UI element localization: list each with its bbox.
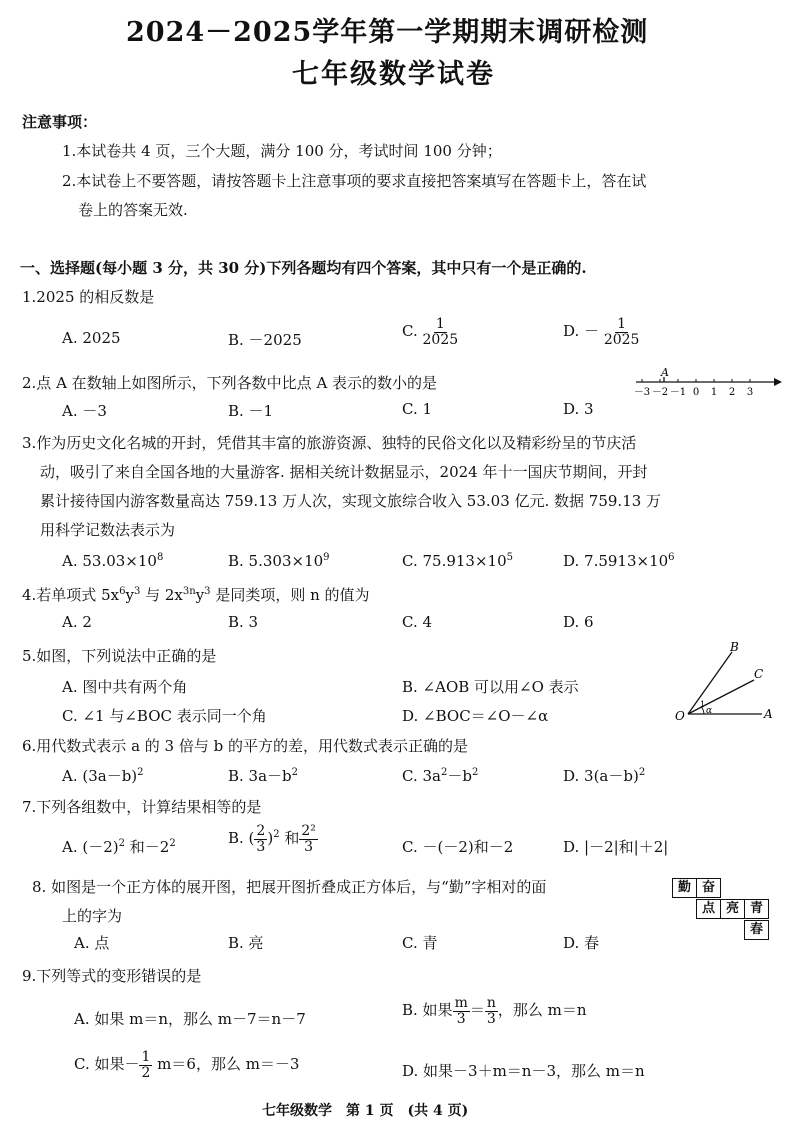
q4-option-b: B. 3	[228, 613, 259, 631]
q7-option-b-frac2	[299, 824, 318, 854]
q4-option-d: D. 6	[563, 613, 594, 631]
q9-option-c-frac-num: 1	[141, 1049, 151, 1065]
q5-option-a: A. 图中共有两个角	[62, 678, 188, 696]
q6-option-a	[62, 765, 144, 786]
q1-option-d-denominator: 2025	[603, 331, 640, 348]
q5-label-alpha: α	[706, 706, 713, 716]
q3-option-a-exp: 8	[156, 552, 164, 563]
q8-option-a: A. 点	[74, 934, 110, 952]
q4-stem-part4: y	[195, 586, 205, 604]
q3-option-c	[402, 552, 513, 570]
q1-option-c-numerator: 1	[435, 316, 445, 332]
q3-option-c-base: C. 75.913×10	[402, 552, 507, 570]
q7-option-b-close: )	[267, 829, 274, 848]
q6-option-c-exp2: 2	[471, 767, 479, 778]
q5-option-d: D. ∠BOC＝∠O－∠α	[402, 707, 549, 725]
q7-option-d: D. |－2|和|＋2|	[563, 838, 669, 856]
q6-option-c	[402, 765, 478, 786]
q6-option-d-exp: 2	[638, 767, 646, 778]
q9-option-a: A. 如果 m＝n，那么 m－7＝n－7	[74, 1010, 306, 1028]
q4-stem-exp2: 3	[133, 586, 141, 597]
q1-option-c-prefix: C.	[402, 322, 418, 341]
q2-option-b: B. －1	[228, 402, 274, 420]
q7-option-c: C. －(－2)和－2	[402, 838, 514, 856]
q9-option-b-suffix: ，那么 m＝n	[497, 1001, 587, 1020]
q6-stem: 6.用代数式表示 a 的 3 倍与 b 的平方的差，用代数式表示正确的是	[22, 737, 469, 755]
q2-option-a: A. －3	[62, 402, 107, 420]
q5-label-a: A	[764, 707, 773, 721]
q1-option-d-numerator: 1	[617, 316, 627, 332]
q3-option-d-exp: 6	[668, 552, 675, 563]
q2-point-a-label: A	[661, 366, 669, 379]
q8-option-c: C. 青	[402, 934, 438, 952]
q6-option-c-exp1: 2	[440, 767, 448, 778]
q5-label-b: B	[730, 640, 739, 654]
q4-stem-part1: 4.若单项式 5x	[22, 586, 120, 604]
q7-stem: 7.下列各组数中，计算结果相等的是	[22, 798, 262, 816]
q9-option-b-prefix: B. 如果	[402, 1001, 453, 1020]
q1-option-d	[563, 317, 639, 347]
q4-stem-exp1: 6	[119, 586, 126, 597]
q3-option-d	[563, 552, 675, 570]
q1-option-d-prefix: D. －	[563, 322, 600, 341]
q5-label-o: O	[675, 709, 685, 723]
q9-option-b-frac1-den: 3	[456, 1010, 466, 1027]
q8-option-d: D. 春	[563, 934, 600, 952]
q5-option-b: B. ∠AOB 可以用∠O 表示	[402, 678, 579, 696]
q9-option-b	[402, 996, 587, 1026]
q5-label-c: C	[754, 667, 764, 681]
page-footer: 七年级数学 第 1 页 (共 4 页)	[262, 1103, 469, 1119]
q4-stem-part2: y	[125, 586, 134, 604]
q3-option-d-base: D. 7.5913×10	[563, 552, 669, 570]
q2-axis-tick-label: 0	[692, 387, 700, 398]
q5-ray-oc	[688, 680, 754, 714]
q8-option-b: B. 亮	[228, 934, 264, 952]
q9-option-b-frac2-num: n	[486, 995, 496, 1011]
q5-stem: 5.如图，下列说法中正确的是	[22, 647, 217, 665]
q3-option-b-base: B. 5.303×10	[228, 552, 324, 570]
q9-option-c-frac-den: 2	[141, 1064, 151, 1081]
q6-option-a-exp: 2	[137, 767, 144, 778]
q7-option-b-frac1-den: 3	[256, 838, 266, 855]
q7-option-b-and: 和	[279, 829, 300, 848]
q2-option-c: C. 1	[402, 400, 433, 418]
q9-option-d: D. 如果－3＋m＝n－3，那么 m＝n	[402, 1062, 645, 1080]
q9-option-b-frac2-den: 3	[486, 1010, 496, 1027]
q7-option-b	[228, 824, 318, 854]
notes-item-1: 1.本试卷共 4 页，三个大题，满分 100 分，考试时间 100 分钟；	[62, 142, 502, 160]
q7-option-b-frac1-num: 2	[256, 823, 266, 839]
q5-ray-ob	[688, 652, 732, 714]
q2-number-line	[633, 366, 784, 404]
q2-axis-tick-label: 3	[746, 387, 754, 398]
q8-net-face-5: 青	[744, 899, 769, 919]
q4-option-c: C. 4	[402, 613, 433, 631]
q8-cube-net	[672, 876, 772, 944]
q2-axis-tick-label: 2	[728, 387, 736, 398]
q3-option-b	[228, 552, 330, 570]
q1-option-c	[402, 317, 458, 347]
q7-option-a	[62, 836, 176, 857]
q4-stem-part5: 是同类项，则 n 的值为	[210, 586, 370, 604]
q2-axis-tick-label: 1	[710, 387, 718, 398]
q9-stem: 9.下列等式的变形错误的是	[22, 967, 202, 985]
q7-option-a-part2: 和－2	[125, 838, 170, 856]
q2-axis-tick-label: －3	[633, 387, 651, 398]
q8-net-face-6: 春	[744, 920, 769, 940]
q4-stem-exp3: 3n	[182, 586, 196, 597]
q3-option-a	[62, 552, 163, 570]
section-1-heading: 一、选择题(每小题 3 分，共 30 分)下列各题均有四个答案，其中只有一个是正确的.	[20, 259, 587, 277]
q9-option-b-frac2	[485, 996, 498, 1026]
q6-option-b	[228, 765, 298, 786]
q5-option-c: C. ∠1 与∠BOC 表示同一个角	[62, 707, 267, 725]
q7-option-b-frac2-num: 2²	[301, 823, 316, 839]
q3-line-2: 动，吸引了来自全国各地的大量游客. 据相关统计数据显示，2024 年十一国庆节期间，开封	[40, 463, 648, 481]
q3-line-1: 3.作为历史文化名城的开封，凭借其丰富的旅游资源、独特的民俗文化以及精彩纷呈的节庆活	[22, 434, 637, 452]
q3-option-c-exp: 5	[506, 552, 513, 563]
q9-option-b-frac1	[453, 996, 470, 1026]
q1-option-c-denominator: 2025	[422, 331, 459, 348]
q7-option-b-exp: 2	[273, 829, 280, 841]
q5-angle-figure	[672, 640, 784, 728]
q1-option-a: A. 2025	[62, 329, 121, 347]
q1-stem: 1.2025 的相反数是	[22, 288, 155, 306]
q6-option-d	[563, 765, 645, 786]
q9-option-c	[74, 1050, 299, 1080]
q7-option-a-part1: A. (－2)	[62, 838, 119, 856]
notes-heading: 注意事项：	[22, 113, 98, 131]
q7-option-b-frac1	[254, 824, 267, 854]
q8-net-face-4: 亮	[720, 899, 745, 919]
q3-option-a-base: A. 53.03×10	[62, 552, 157, 570]
q7-option-a-exp1: 2	[118, 838, 125, 849]
notes-item-2b: 卷上的答案无效.	[78, 201, 188, 219]
q1-option-b: B. －2025	[228, 331, 302, 349]
q3-line-3: 累计接待国内游客数量高达 759.13 万人次，实现文旅综合收入 53.03 亿元. 数据 759.13 万	[40, 492, 662, 510]
q7-option-b-prefix: B. (	[228, 829, 255, 848]
notes-item-2a: 2.本试卷上不要答题，请按答题卡上注意事项的要求直接把答案填写在答题卡上，答在试	[62, 172, 647, 190]
q8-line-2: 上的字为	[62, 907, 123, 925]
q1-option-d-fraction	[604, 317, 640, 347]
q1-option-c-fraction	[423, 317, 459, 347]
q4-stem-exp4: 3	[204, 586, 211, 597]
q9-option-b-frac1-num: m	[454, 995, 468, 1011]
q8-line-1: 8. 如图是一个正方体的展开图，把展开图折叠成正方体后，与“勤”字相对的面	[32, 878, 547, 896]
q9-option-c-frac	[139, 1050, 152, 1080]
q2-option-d: D. 3	[563, 400, 594, 418]
q5-label-one: 1	[700, 700, 706, 709]
q8-net-face-3: 点	[696, 899, 721, 919]
q2-stem: 2.点 A 在数轴上如图所示，下列各数中比点 A 表示的数小的是	[22, 374, 438, 392]
q4-stem-part3: 与 2x	[140, 586, 183, 604]
q9-option-b-eq: ＝	[469, 1001, 485, 1020]
q8-net-face-1: 勤	[672, 878, 697, 898]
q2-axis-arrow	[774, 378, 782, 386]
q3-option-b-exp: 9	[323, 552, 330, 563]
exam-subtitle: 七年级数学试卷	[292, 59, 495, 90]
q4-option-a: A. 2	[62, 613, 92, 631]
q7-option-b-frac2-den: 3	[304, 838, 314, 855]
q6-option-d-base: D. 3(a－b)	[563, 767, 639, 785]
q8-net-face-2: 奋	[696, 878, 721, 898]
q6-option-b-base: B. 3a－b	[228, 767, 292, 785]
q6-option-a-base: A. (3a－b)	[62, 767, 138, 785]
q9-option-c-suffix: m＝6，那么 m＝－3	[152, 1055, 300, 1074]
q6-option-b-exp: 2	[291, 767, 299, 778]
q2-axis-tick-label: －1	[669, 387, 687, 398]
q2-axis-tick-label: －2	[651, 387, 669, 398]
q4-stem	[22, 584, 370, 605]
q7-option-a-exp2: 2	[169, 838, 176, 849]
q6-option-c-part1: C. 3a	[402, 767, 441, 785]
exam-title: 2024－2025学年第一学期期末调研检测	[126, 17, 649, 48]
q6-option-c-part2: －b	[447, 767, 472, 785]
q3-line-4: 用科学记数法表示为	[40, 521, 176, 539]
q9-option-c-prefix: C. 如果－	[74, 1055, 140, 1074]
